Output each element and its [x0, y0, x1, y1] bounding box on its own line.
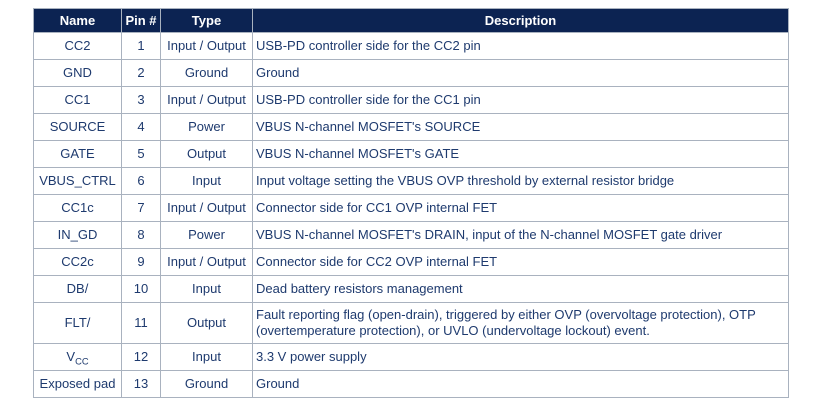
- cell-type: Ground: [161, 371, 253, 398]
- cell-description: Fault reporting flag (open-drain), triggered by either OVP (overvoltage protection), OTP (overtemperature protection), or UVLO (undervoltage lockout) event.: [253, 303, 789, 344]
- cell-pin-number: 7: [122, 195, 161, 222]
- cell-pin-number: 5: [122, 141, 161, 168]
- cell-type: Input: [161, 276, 253, 303]
- table-row: [34, 195, 789, 222]
- header-row: [34, 9, 789, 33]
- cell-type: Power: [161, 114, 253, 141]
- cell-pin-number: 12: [122, 344, 161, 371]
- cell-description: Ground: [253, 60, 789, 87]
- cell-description: Ground: [253, 371, 789, 398]
- cell-type: Input: [161, 168, 253, 195]
- table-row: [34, 222, 789, 249]
- cell-description: Dead battery resistors management: [253, 276, 789, 303]
- cell-pin-number: 10: [122, 276, 161, 303]
- table-row: [34, 141, 789, 168]
- table-row: [34, 371, 789, 398]
- cell-type: Input: [161, 344, 253, 371]
- cell-pin-number: 6: [122, 168, 161, 195]
- table-row: [34, 168, 789, 195]
- cell-name: GND: [34, 60, 122, 87]
- cell-name: CC2c: [34, 249, 122, 276]
- cell-name: CC2: [34, 33, 122, 60]
- cell-name-subscript: CC: [75, 356, 89, 367]
- cell-pin-number: 9: [122, 249, 161, 276]
- table-row: [34, 87, 789, 114]
- cell-type: Input / Output: [161, 195, 253, 222]
- cell-description: Connector side for CC2 OVP internal FET: [253, 249, 789, 276]
- cell-type: Power: [161, 222, 253, 249]
- column-header-name: Name: [34, 9, 122, 33]
- cell-type: Output: [161, 141, 253, 168]
- table-row: [34, 33, 789, 60]
- cell-type: Ground: [161, 60, 253, 87]
- cell-name: FLT/: [34, 303, 122, 344]
- table-row: [34, 303, 789, 344]
- table-row: [34, 114, 789, 141]
- cell-pin-number: 4: [122, 114, 161, 141]
- table-body: [34, 33, 789, 398]
- cell-name: VBUS_CTRL: [34, 168, 122, 195]
- table-row: [34, 249, 789, 276]
- table-row: [34, 276, 789, 303]
- cell-pin-number: 11: [122, 303, 161, 344]
- cell-pin-number: 2: [122, 60, 161, 87]
- cell-description: 3.3 V power supply: [253, 344, 789, 371]
- cell-name: GATE: [34, 141, 122, 168]
- cell-description: VBUS N-channel MOSFET's DRAIN, input of the N-channel MOSFET gate driver: [253, 222, 789, 249]
- cell-pin-number: 13: [122, 371, 161, 398]
- table-header: [34, 9, 789, 33]
- cell-name: $V_{CC}$: [34, 344, 122, 371]
- cell-description: USB-PD controller side for the CC2 pin: [253, 33, 789, 60]
- pin-description-table: [33, 8, 789, 398]
- cell-name: CC1c: [34, 195, 122, 222]
- pin-description-table-container: [33, 8, 789, 398]
- column-header-type: Type: [161, 9, 253, 33]
- cell-pin-number: 3: [122, 87, 161, 114]
- cell-name: DB/: [34, 276, 122, 303]
- cell-name: CC1: [34, 87, 122, 114]
- table-row: [34, 60, 789, 87]
- column-header-pin: Pin #: [122, 9, 161, 33]
- cell-name: IN_GD: [34, 222, 122, 249]
- cell-type: Input / Output: [161, 33, 253, 60]
- cell-type: Input / Output: [161, 87, 253, 114]
- cell-type: Output: [161, 303, 253, 344]
- cell-name: Exposed pad: [34, 371, 122, 398]
- cell-pin-number: 1: [122, 33, 161, 60]
- cell-description: Input voltage setting the VBUS OVP threshold by external resistor bridge: [253, 168, 789, 195]
- cell-pin-number: 8: [122, 222, 161, 249]
- cell-name: SOURCE: [34, 114, 122, 141]
- cell-type: Input / Output: [161, 249, 253, 276]
- cell-description: USB-PD controller side for the CC1 pin: [253, 87, 789, 114]
- cell-description: Connector side for CC1 OVP internal FET: [253, 195, 789, 222]
- cell-description: VBUS N-channel MOSFET's GATE: [253, 141, 789, 168]
- column-header-description: Description: [253, 9, 789, 33]
- table-row: [34, 344, 789, 371]
- cell-description: VBUS N-channel MOSFET's SOURCE: [253, 114, 789, 141]
